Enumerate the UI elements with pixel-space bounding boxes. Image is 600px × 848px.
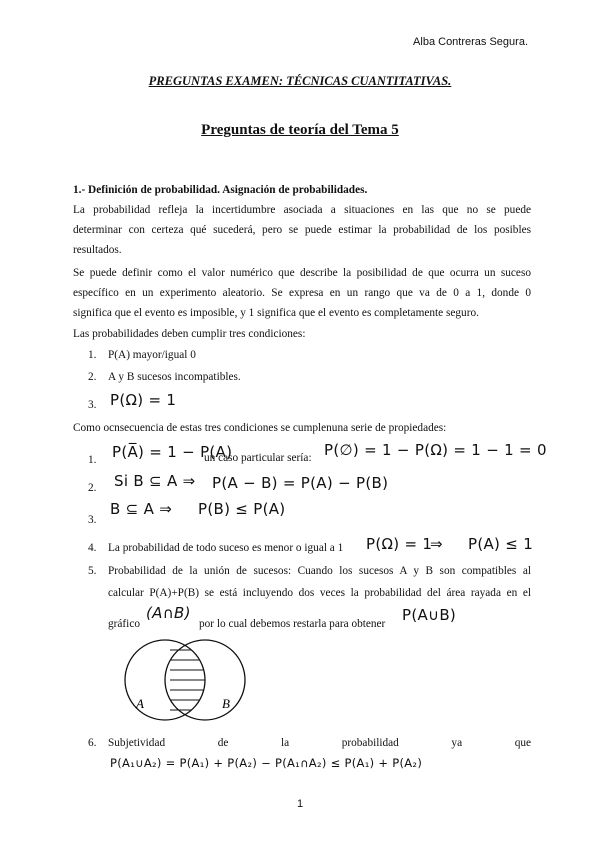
formula: P(A̅) = 1 − P(A) xyxy=(112,443,233,461)
intersection-hatch xyxy=(170,650,230,710)
paragraph-line: resultados. xyxy=(73,244,122,256)
list-number: 3. xyxy=(88,399,97,411)
word: de xyxy=(217,737,229,749)
list-item: por lo cual debemos restarla para obtener xyxy=(199,618,386,630)
page-number: 1 xyxy=(296,798,304,810)
list-item: gráfico xyxy=(108,618,140,630)
list-item: Probabilidad de la unión de sucesos: Cuando los sucesos A y B son compatibles al xyxy=(108,565,531,577)
list-item: calcular P(A)+P(B) se está incluyendo dos veces la probabilidad del área rayada en el xyxy=(108,587,531,599)
section-title: Preguntas de teoría del Tema 5 xyxy=(201,122,399,138)
formula: P(∅) = 1 − P(Ω) = 1 − 1 = 0 xyxy=(324,441,547,459)
list-item: A y B sucesos incompatibles. xyxy=(108,371,241,383)
list-number: 2. xyxy=(88,482,97,494)
document-title: PREGUNTAS EXAMEN: TÉCNICAS CUANTITATIVAS. xyxy=(148,74,452,88)
properties-intro: Como ocnsecuencia de estas tres condiciones se cumplenuna serie de propiedades: xyxy=(73,422,447,434)
formula: ⇒ xyxy=(430,535,443,553)
word: Subjetividad xyxy=(108,737,166,749)
spread-line xyxy=(108,733,531,753)
set-a-label: A xyxy=(136,696,144,711)
question-heading: 1.- Definición de probabilidad. Asignación de probabilidades. xyxy=(73,184,368,196)
formula: P(A − B) = P(A) − P(B) xyxy=(212,474,389,492)
paragraph-line: específico en un experimento aleatorio. Se expresa en un rango que va de 0 a 1, donde 0 xyxy=(73,287,531,299)
word: probabilidad xyxy=(341,737,399,749)
author-header: Alba Contreras Segura. xyxy=(413,36,528,48)
formula: P(A) ≤ 1 xyxy=(468,535,534,553)
conditions-intro: Las probabilidades deben cumplir tres condiciones: xyxy=(73,328,306,340)
paragraph-line: Se puede definir como el valor numérico que describe la posibilidad de que ocurra un suceso xyxy=(73,267,531,279)
word: que xyxy=(514,737,531,749)
list-number: 2. xyxy=(88,371,97,383)
formula: (A∩B) xyxy=(146,604,191,622)
formula: P(Ω) = 1 xyxy=(366,535,433,553)
list-number: 4. xyxy=(88,542,97,554)
word: la xyxy=(280,737,290,749)
venn-diagram xyxy=(110,636,260,726)
list-item: un caso particular sería: xyxy=(204,452,312,464)
list-number: 1. xyxy=(88,454,97,466)
word: ya xyxy=(451,737,463,749)
list-number: 5. xyxy=(88,565,97,577)
formula: Si B ⊆ A ⇒ xyxy=(114,472,196,490)
list-item: P(A) mayor/igual 0 xyxy=(108,349,196,361)
formula: B ⊆ A ⇒ xyxy=(110,500,173,518)
formula: P(A∪B) xyxy=(402,606,457,624)
paragraph-line: determinar con certeza qué sucederá, pero se puede estimar la probabilidad de los posibles xyxy=(73,224,531,236)
list-number: 3. xyxy=(88,514,97,526)
list-number: 1. xyxy=(88,349,97,361)
list-number: 6. xyxy=(88,737,97,749)
list-item: La probabilidad de todo suceso es menor o igual a 1 xyxy=(108,542,344,554)
formula: P(Ω) = 1 xyxy=(110,391,177,409)
formula: P(A₁∪A₂) = P(A₁) + P(A₂) − P(A₁∩A₂) ≤ P(A₁) + P(A₂) xyxy=(110,756,423,770)
formula: P(B) ≤ P(A) xyxy=(198,500,286,518)
paragraph-line: La probabilidad refleja la incertidumbre asociada a situaciones en las que no se puede xyxy=(73,204,531,216)
set-b-label: B xyxy=(222,696,230,711)
paragraph-line: significa que el evento es imposible, y 1 significa que el evento es completamente seguro. xyxy=(73,307,479,319)
